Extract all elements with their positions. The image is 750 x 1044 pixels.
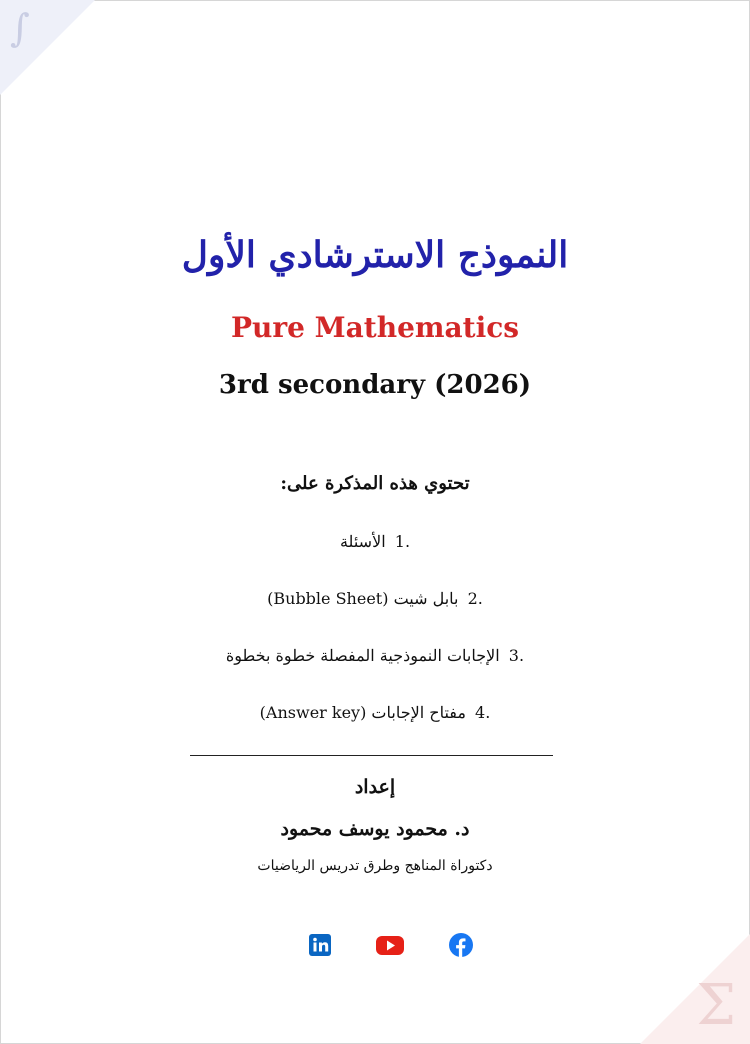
list-item-text: الأسئلة [339, 532, 386, 551]
list-item-text: مفتاح الإجابات (Answer key) [259, 703, 466, 722]
list-item-number: .1 [394, 532, 411, 551]
list-item [0, 646, 750, 703]
contents-heading: تحتوي هذه المذكرة على: [280, 473, 470, 494]
list-item [0, 532, 750, 589]
divider [190, 755, 553, 756]
prepared-by-label: إعداد [354, 776, 396, 798]
subject-title: Pure Mathematics [230, 311, 520, 344]
contents-list [0, 532, 750, 760]
author-name: د. محمود يوسف محمود [280, 818, 470, 840]
facebook-icon[interactable] [448, 932, 474, 958]
list-item-text: الإجابات النموذجية المفصلة خطوة بخطوة [225, 646, 500, 665]
youtube-icon[interactable] [375, 932, 401, 958]
list-item [0, 703, 750, 760]
list-item-number: .2 [467, 589, 483, 608]
sigma-watermark-icon: Σ [696, 973, 736, 1038]
integral-watermark-icon: ∫ [10, 6, 30, 50]
linkedin-icon[interactable] [307, 932, 333, 958]
grade-subtitle: 3rd secondary (2026) [218, 370, 532, 400]
author-degree: دكتوراة المناهج وطرق تدريس الرياضيات [257, 858, 493, 874]
list-item-text: بابل شيت (Bubble Sheet) [267, 589, 459, 608]
list-item [0, 589, 750, 646]
list-item-number: .4 [475, 703, 491, 722]
document-title: النموذج الاسترشادي الأول [181, 234, 569, 276]
list-item-number: .3 [508, 646, 525, 665]
